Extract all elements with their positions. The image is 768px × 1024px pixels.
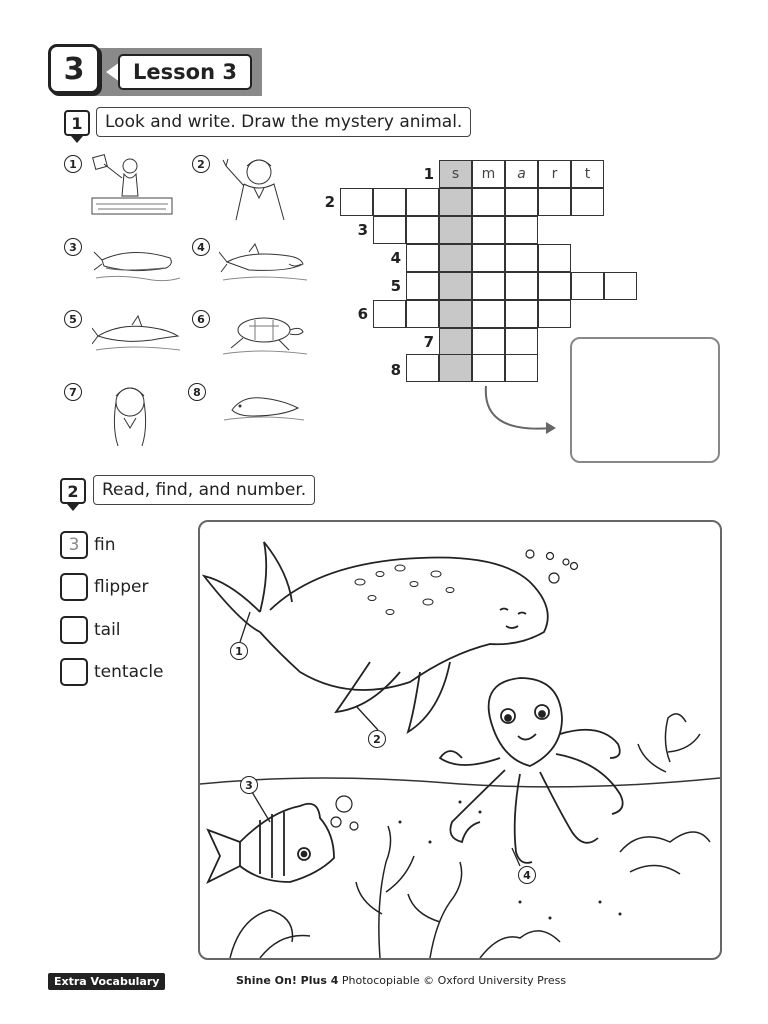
crossword-row-number-3: 3	[357, 221, 368, 239]
picture-label-7: 7	[64, 383, 82, 401]
exercise-2-tail	[67, 504, 79, 511]
crossword-cell[interactable]	[571, 272, 604, 300]
crossword-cell[interactable]	[505, 188, 538, 216]
word-tentacle: tentacle	[94, 662, 164, 682]
crossword-cell[interactable]	[373, 300, 406, 328]
crossword-cell[interactable]	[340, 188, 373, 216]
crossword-cell[interactable]	[472, 272, 505, 300]
word-fin: fin	[94, 535, 116, 555]
crossword-key-cell[interactable]	[439, 354, 472, 382]
crossword-cell[interactable]	[604, 272, 637, 300]
crossword-cell[interactable]	[472, 216, 505, 244]
crossword-cell[interactable]	[472, 300, 505, 328]
crossword-cell[interactable]	[472, 354, 505, 382]
picture-label-6: 6	[192, 310, 210, 328]
picture-label-4: 4	[192, 238, 210, 256]
callout-2: 2	[368, 730, 386, 748]
footer-text	[236, 974, 566, 987]
crossword-cell[interactable]	[505, 354, 538, 382]
crossword-row-number-2: 2	[324, 193, 335, 211]
answer-box-fin[interactable]: 3	[60, 531, 88, 559]
crossword-cell[interactable]	[505, 216, 538, 244]
crossword-cell[interactable]	[406, 188, 439, 216]
octopus-drawing	[440, 678, 623, 863]
crossword-cell[interactable]	[505, 328, 538, 356]
crossword-cell-1-2[interactable]: m	[472, 160, 505, 188]
picture-label-3: 3	[64, 238, 82, 256]
crossword-cell[interactable]	[505, 300, 538, 328]
exercise-1-number: 1	[64, 110, 90, 136]
picture-label-2: 2	[192, 155, 210, 173]
crossword-cell[interactable]	[538, 188, 571, 216]
crossword-row-number-1: 1	[423, 165, 434, 183]
footer-copyright: Photocopiable © Oxford University Press	[341, 974, 567, 987]
picture-label-5: 5	[64, 310, 82, 328]
curved-arrow-icon	[478, 384, 568, 444]
crossword-cell[interactable]	[472, 244, 505, 272]
crossword-cell[interactable]	[406, 216, 439, 244]
picture-label-1: 1	[64, 155, 82, 173]
crossword-cell[interactable]	[472, 188, 505, 216]
crossword-cell[interactable]	[571, 188, 604, 216]
crossword-cell[interactable]	[538, 272, 571, 300]
crossword-cell-1-5[interactable]: t	[571, 160, 604, 188]
crossword-cell[interactable]	[406, 300, 439, 328]
lesson-number: 3	[48, 44, 100, 94]
crossword-row-number-6: 6	[357, 305, 368, 323]
footer-tag: Extra Vocabulary	[48, 973, 165, 990]
crossword-row-number-5: 5	[390, 277, 401, 295]
exercise-2-number: 2	[60, 478, 86, 504]
crossword-cell[interactable]	[505, 272, 538, 300]
crossword-key-cell[interactable]	[439, 188, 472, 216]
callout-4: 4	[518, 866, 536, 884]
lesson-title: Lesson 3	[118, 54, 252, 90]
crossword-cell[interactable]	[406, 244, 439, 272]
crossword-key-cell[interactable]	[439, 244, 472, 272]
footer-book-title: Shine On! Plus 4	[236, 974, 339, 987]
crossword-key-cell[interactable]	[439, 300, 472, 328]
crossword-row-number-8: 8	[390, 361, 401, 379]
fish-drawing	[208, 804, 334, 882]
seal-drawing	[204, 542, 548, 732]
crossword-cell[interactable]	[538, 244, 571, 272]
crossword-key-cell[interactable]	[439, 272, 472, 300]
crossword-cell[interactable]	[373, 188, 406, 216]
crossword-row-number-7: 7	[423, 333, 434, 351]
crossword-key-cell[interactable]	[439, 216, 472, 244]
answer-box-tail[interactable]	[60, 616, 88, 644]
exercise-2-instruction: Read, find, and number.	[93, 475, 315, 505]
crossword-key-cell[interactable]	[439, 328, 472, 356]
crossword-cell-1-3[interactable]: a	[505, 160, 538, 188]
crossword-cell[interactable]	[373, 216, 406, 244]
answer-box-flipper[interactable]	[60, 573, 88, 601]
ocean-scene-drawing	[200, 522, 720, 958]
exercise-1-instruction: Look and write. Draw the mystery animal.	[96, 107, 471, 137]
crossword-cell[interactable]	[406, 272, 439, 300]
callout-1: 1	[230, 642, 248, 660]
crossword-cell[interactable]	[538, 300, 571, 328]
callout-3: 3	[240, 776, 258, 794]
mystery-animal-drawing-box[interactable]	[570, 337, 720, 463]
ocean-scene-illustration	[198, 520, 722, 960]
picture-label-8: 8	[188, 383, 206, 401]
crossword-cell-1-1[interactable]: s	[439, 160, 472, 188]
crossword-cell-1-4[interactable]: r	[538, 160, 571, 188]
crossword-cell[interactable]	[472, 328, 505, 356]
answer-box-tentacle[interactable]	[60, 658, 88, 686]
word-tail: tail	[94, 620, 121, 640]
word-flipper: flipper	[94, 577, 149, 597]
crossword-cell[interactable]	[406, 354, 439, 382]
crossword-cell[interactable]	[505, 244, 538, 272]
crossword-row-number-4: 4	[390, 249, 401, 267]
